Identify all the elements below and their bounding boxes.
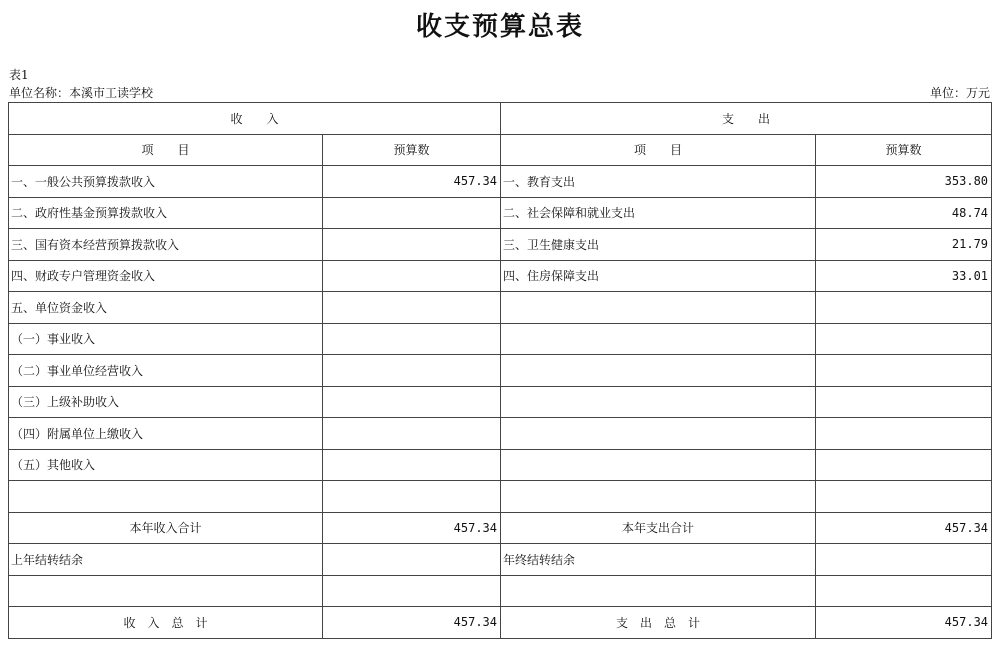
expense-value	[816, 355, 992, 387]
income-value: 457.34	[323, 166, 501, 198]
income-item: 一、一般公共预算拨款收入	[9, 166, 323, 198]
table-row	[9, 355, 992, 387]
expense-value	[816, 292, 992, 324]
income-item: （二）事业单位经营收入	[9, 355, 323, 387]
expense-item	[501, 386, 816, 418]
expense-value	[816, 386, 992, 418]
annual-expense-total-value: 457.34	[816, 512, 992, 544]
carry-over-row	[9, 544, 992, 576]
income-value	[323, 386, 501, 418]
income-grand-total-value: 457.34	[323, 607, 501, 639]
table-number: 表1	[9, 68, 29, 82]
expense-section-header: 支 出	[501, 103, 992, 135]
table-row	[9, 229, 992, 261]
expense-value: 353.80	[816, 166, 992, 198]
annual-total-row	[9, 512, 992, 544]
expense-value	[816, 418, 992, 450]
expense-item: 二、社会保障和就业支出	[501, 197, 816, 229]
income-value	[323, 197, 501, 229]
income-value	[323, 481, 501, 513]
page-title: 收支预算总表	[415, 12, 584, 42]
expense-value	[816, 481, 992, 513]
table-row	[9, 481, 992, 513]
expense-item	[501, 481, 816, 513]
table-row	[9, 197, 992, 229]
income-value	[323, 355, 501, 387]
table-row	[9, 449, 992, 481]
income-item: 四、财政专户管理资金收入	[9, 260, 323, 292]
expense-item	[501, 323, 816, 355]
income-item	[9, 481, 323, 513]
income-budget-header: 预算数	[323, 134, 501, 166]
table-row	[9, 260, 992, 292]
blank-row	[9, 575, 992, 607]
prior-year-carry-label: 上年结转结余	[9, 544, 323, 576]
income-grand-total-label: 收 入 总 计	[9, 607, 323, 639]
table-row	[9, 323, 992, 355]
table-row	[9, 386, 992, 418]
income-section-header: 收 入	[9, 103, 501, 135]
income-value	[323, 323, 501, 355]
expense-value: 48.74	[816, 197, 992, 229]
expense-value	[816, 323, 992, 355]
section-header-row	[9, 103, 992, 135]
income-item-header: 项 目	[9, 134, 323, 166]
expense-value: 33.01	[816, 260, 992, 292]
expense-grand-total-value: 457.34	[816, 607, 992, 639]
expense-item: 四、住房保障支出	[501, 260, 816, 292]
annual-income-total-value: 457.34	[323, 512, 501, 544]
expense-item: 一、教育支出	[501, 166, 816, 198]
income-item: 五、单位资金收入	[9, 292, 323, 324]
table-row	[9, 292, 992, 324]
income-value	[323, 260, 501, 292]
prior-year-carry-value	[323, 544, 501, 576]
income-item: （三）上级补助收入	[9, 386, 323, 418]
expense-value: 21.79	[816, 229, 992, 261]
expense-item	[501, 355, 816, 387]
income-value	[323, 449, 501, 481]
expense-item	[501, 418, 816, 450]
income-value	[323, 418, 501, 450]
grand-total-row	[9, 607, 992, 639]
annual-income-total-label: 本年收入合计	[9, 512, 323, 544]
income-item: 三、国有资本经营预算拨款收入	[9, 229, 323, 261]
expense-value	[816, 449, 992, 481]
table-row	[9, 166, 992, 198]
expense-item-header: 项 目	[501, 134, 816, 166]
income-value	[323, 229, 501, 261]
income-item: 二、政府性基金预算拨款收入	[9, 197, 323, 229]
expense-budget-header: 预算数	[816, 134, 992, 166]
year-end-carry-value	[816, 544, 992, 576]
expense-item	[501, 292, 816, 324]
income-item: （五）其他收入	[9, 449, 323, 481]
year-end-carry-label: 年终结转结余	[501, 544, 816, 576]
annual-expense-total-label: 本年支出合计	[501, 512, 816, 544]
income-item: （四）附属单位上缴收入	[9, 418, 323, 450]
budget-table	[8, 102, 992, 639]
unit-name: 单位名称：本溪市工读学校	[9, 86, 154, 100]
expense-grand-total-label: 支 出 总 计	[501, 607, 816, 639]
unit-label: 单位：万元	[929, 86, 990, 100]
column-header-row	[9, 134, 992, 166]
income-value	[323, 292, 501, 324]
income-item: （一）事业收入	[9, 323, 323, 355]
expense-item: 三、卫生健康支出	[501, 229, 816, 261]
expense-item	[501, 449, 816, 481]
table-row	[9, 418, 992, 450]
